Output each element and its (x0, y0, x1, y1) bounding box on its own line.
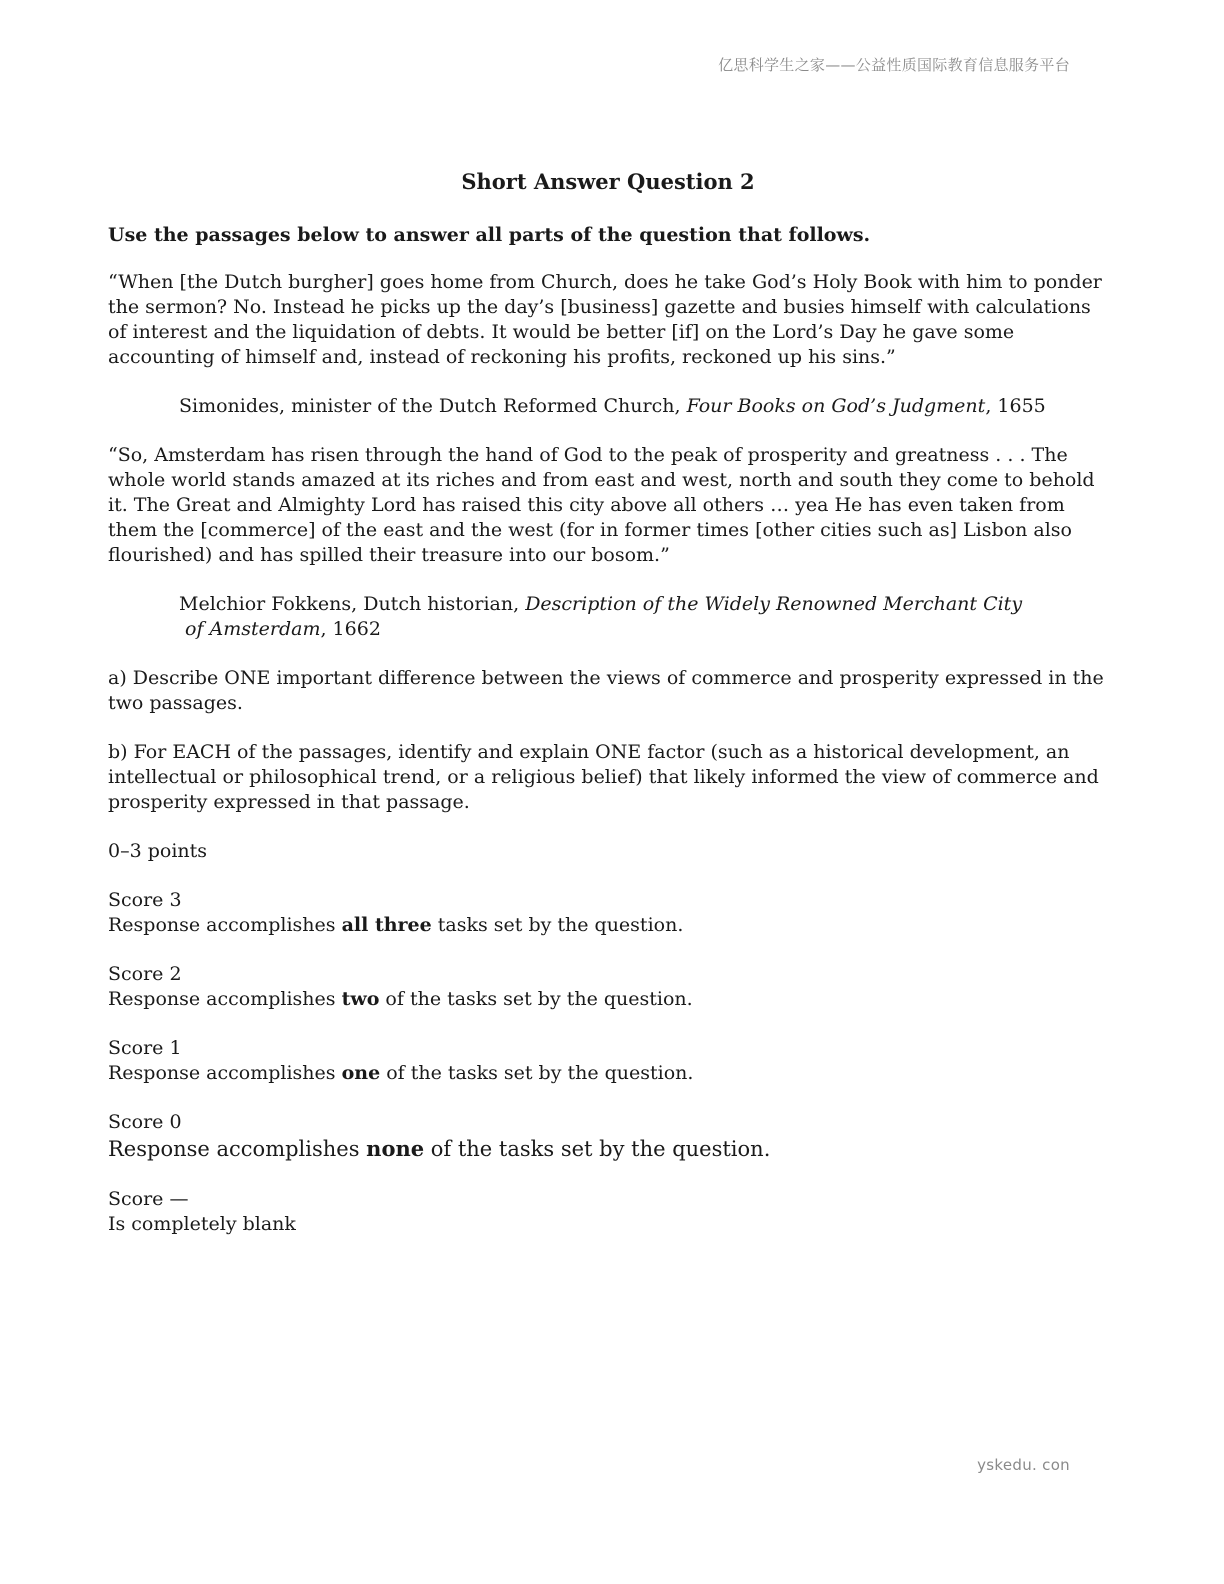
passage-1-work: Four Books on God’s Judgment (686, 395, 986, 417)
score-0-entry (108, 1110, 1108, 1163)
passage-1-text: “When [the Dutch burgher] goes home from Church, does he take God’s Holy Book with him to ponder the sermon? No. Instead he picks up the day’s [business] gazette and busies himself with calculations of interest and the liquidation of debts. It would be better [if] on the Lord’s Day he gave some accounting of himself and, instead of reckoning his profits, reckoned up his sins.” (108, 271, 1102, 368)
passage-1-year: , 1655 (985, 395, 1046, 417)
question-title: Short Answer Question 2 (461, 169, 755, 194)
question-b: b) For EACH of the passages, identify and explain ONE factor (such as a historical development, an intellectual or philosophical trend, or a religious belief) that likely informed the view of commerce and prosperity expressed in that passage. (108, 741, 1099, 813)
passage-2-citation-cont (179, 617, 1108, 642)
passage-2-author: Melchior Fokkens, Dutch historian, (179, 593, 526, 615)
document-content (108, 168, 1108, 1261)
passage-2-citation (108, 592, 1108, 642)
score-3-label: Score 3 (108, 889, 182, 911)
passage-1-author: Simonides, minister of the Dutch Reformed Church, (179, 395, 687, 417)
scoring-guide (108, 888, 1108, 1237)
score-blank-label: Score — (108, 1188, 189, 1210)
score-1-label: Score 1 (108, 1037, 182, 1059)
score-2-post: of the tasks set by the question. (379, 988, 693, 1010)
passage-2-text: “So, Amsterdam has risen through the hand of God to the peak of prosperity and greatness . . . The whole world stands amazed at its riches and from east and west, north and south they come to behold it. The Great and Almighty Lord has raised this city above all others … yea He has even taken from them the [commerce] of the east and the west (for in former times [other cities such as] Lisbon also flourished) and has spilled their treasure into our bosom.” (108, 444, 1095, 566)
score-3-pre: Response accomplishes (108, 914, 342, 936)
passage-2-work-line2: of Amsterdam (185, 618, 321, 640)
score-3-bold: all three (341, 914, 432, 936)
score-2-entry (108, 962, 1108, 1012)
score-0-post: of the tasks set by the question. (424, 1137, 771, 1161)
instruction-text: Use the passages below to answer all parts of the question that follows. (108, 224, 871, 246)
score-3-post: tasks set by the question. (431, 914, 684, 936)
passage-2-year: , 1662 (320, 618, 381, 640)
passage-1-citation (108, 394, 1108, 419)
score-1-entry (108, 1036, 1108, 1086)
score-2-label: Score 2 (108, 963, 182, 985)
question-a: a) Describe ONE important difference between the views of commerce and prosperity expressed in the two passages. (108, 667, 1104, 714)
score-0-bold: none (366, 1136, 425, 1161)
score-0-label: Score 0 (108, 1111, 182, 1133)
footer-site: yskedu. con (977, 1456, 1070, 1474)
score-3-entry (108, 888, 1108, 938)
score-2-pre: Response accomplishes (108, 988, 342, 1010)
score-blank-entry (108, 1187, 1108, 1237)
score-1-bold: one (341, 1062, 381, 1084)
score-1-pre: Response accomplishes (108, 1062, 342, 1084)
score-0-pre: Response accomplishes (108, 1137, 367, 1161)
score-blank-desc: Is completely blank (108, 1213, 296, 1235)
points-range: 0–3 points (108, 840, 208, 862)
score-1-post: of the tasks set by the question. (380, 1062, 694, 1084)
score-2-bold: two (341, 988, 380, 1010)
header-watermark: 亿思科学生之家——公益性质国际教育信息服务平台 (718, 56, 1070, 74)
passage-2-work-line1: Description of the Widely Renowned Merchant City (525, 593, 1023, 615)
